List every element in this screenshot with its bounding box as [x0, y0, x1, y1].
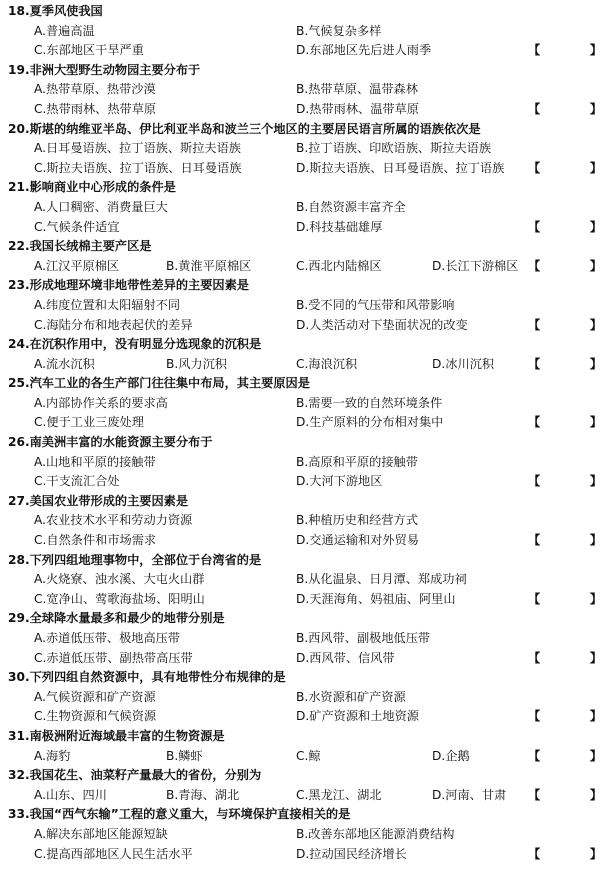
answer-bracket-right: 】	[589, 709, 602, 724]
question-stem: 19.非洲大型野生动物园主要分布于	[8, 62, 201, 77]
option-a: A.江汉平原棉区	[34, 258, 120, 273]
option-d: D.天涯海角、妈祖庙、阿里山	[296, 591, 456, 606]
answer-bracket-right: 】	[589, 415, 602, 430]
options-row	[6, 100, 608, 120]
option-d: D.斯拉夫语族、日耳曼语族、拉丁语族	[296, 160, 505, 175]
question-block	[6, 609, 608, 668]
option-b: B.改善东部地区能源消费结构	[296, 826, 455, 841]
option-b: B.从化温泉、日月潭、郑成功祠	[296, 572, 467, 587]
option-c: C.鲸	[296, 748, 321, 763]
answer-bracket-left: 【	[528, 317, 541, 332]
answer-bracket-left: 【	[528, 650, 541, 665]
option-d: D.长江下游棉区	[432, 258, 519, 273]
option-a: A.流水沉积	[34, 356, 95, 371]
option-d: D.企鹅	[432, 748, 470, 763]
options-row	[6, 296, 608, 316]
option-a: A.内部协作关系的要求高	[34, 395, 168, 410]
question-stem: 29.全球降水量最多和最少的地带分别是	[8, 611, 225, 626]
question-block	[6, 668, 608, 727]
answer-bracket-right: 】	[589, 43, 602, 58]
option-c: C.东部地区干旱严重	[34, 43, 144, 58]
options-row	[6, 825, 608, 845]
question-stem: 21.影响商业中心形成的条件是	[8, 180, 176, 195]
option-d: D.西风带、信风带	[296, 650, 395, 665]
question-block	[6, 120, 608, 179]
option-d: D.东部地区先后进人雨季	[296, 43, 432, 58]
option-d: D.大河下游地区	[296, 474, 383, 489]
option-b: B.鳞虾	[166, 748, 203, 763]
answer-bracket-right: 】	[589, 650, 602, 665]
question-block	[6, 178, 608, 237]
option-b: B.高原和平原的接触带	[296, 454, 418, 469]
option-c: C.黑龙江、湖北	[296, 787, 382, 802]
question-stem: 30.下列四组自然资源中，具有地带性分布规律的是	[8, 670, 286, 685]
answer-bracket-right: 】	[589, 356, 602, 371]
options-row	[6, 139, 608, 159]
option-b: B.黄淮平原棉区	[166, 258, 252, 273]
question-stem: 25.汽车工业的各生产部门往往集中布局，其主要原因是	[8, 376, 310, 391]
option-a: A.人口稠密、消费量巨大	[34, 199, 168, 214]
answer-bracket-right: 】	[589, 787, 602, 802]
option-c: C.海陆分布和地表起伏的差异	[34, 317, 193, 332]
option-d: D.矿产资源和土地资源	[296, 709, 419, 724]
options-row	[6, 159, 608, 179]
option-a: A.日耳曼语族、拉丁语族、斯拉夫语族	[34, 141, 241, 156]
answer-bracket-right: 】	[589, 317, 602, 332]
option-c: C.自然条件和市场需求	[34, 533, 157, 548]
option-b: B.热带草原、温带森林	[296, 82, 418, 97]
options-row	[6, 22, 608, 42]
answer-bracket-left: 【	[528, 160, 541, 175]
question-stem: 28.下列四组地理事物中，全部位于台湾省的是	[8, 552, 262, 567]
option-d: D.拉动国民经济增长	[296, 846, 407, 861]
option-c: C.干支流汇合处	[34, 474, 120, 489]
question-block	[6, 433, 608, 492]
option-c: C.西北内陆棉区	[296, 258, 382, 273]
options-row	[6, 570, 608, 590]
options-row	[6, 41, 608, 61]
answer-bracket-right: 】	[589, 258, 602, 273]
options-row	[6, 786, 608, 806]
answer-bracket-right: 】	[589, 160, 602, 175]
option-a: A.气候资源和矿产资源	[34, 689, 156, 704]
answer-bracket-right: 】	[589, 101, 602, 116]
question-stem: 32.我国花生、油菜籽产量最大的省份，分别为	[8, 768, 262, 783]
question-block	[6, 237, 608, 276]
options-row	[6, 747, 608, 767]
question-block	[6, 374, 608, 433]
option-b: B.受不同的气压带和风带影响	[296, 297, 455, 312]
option-c: C.生物资源和气候资源	[34, 709, 157, 724]
option-a: A.普遍高温	[34, 23, 95, 38]
question-block	[6, 2, 608, 61]
option-c: C.热带雨林、热带草原	[34, 101, 157, 116]
option-a: A.海豹	[34, 748, 71, 763]
option-b: B.拉丁语族、印欧语族、斯拉夫语族	[296, 141, 492, 156]
option-a: A.热带草原、热带沙漠	[34, 82, 156, 97]
answer-bracket-left: 【	[528, 533, 541, 548]
option-d: D.生产原料的分布相对集中	[296, 415, 444, 430]
answer-bracket-left: 【	[528, 846, 541, 861]
option-d: D.热带雨林、温带草原	[296, 101, 419, 116]
answer-bracket-left: 【	[528, 591, 541, 606]
question-stem: 23.形成地理环境非地带性差异的主要因素是	[8, 278, 249, 293]
question-stem: 20.斯堪的纳维亚半岛、伊比利亚半岛和波兰三个地区的主要居民语言所属的语族依次是	[8, 121, 481, 136]
answer-bracket-left: 【	[528, 258, 541, 273]
option-a: A.山东、四川	[34, 787, 107, 802]
question-stem: 26.南美洲丰富的水能资源主要分布于	[8, 435, 213, 450]
options-row	[6, 257, 608, 277]
option-b: B.青海、湖北	[166, 787, 240, 802]
question-block	[6, 551, 608, 610]
options-row	[6, 316, 608, 336]
question-stem: 33.我国“西气东输”工程的意义重大，与环境保护直接相关的是	[8, 807, 351, 822]
option-b: B.种植历史和经营方式	[296, 513, 418, 528]
answer-bracket-left: 【	[528, 356, 541, 371]
answer-bracket-right: 】	[589, 846, 602, 861]
question-stem: 18.夏季风使我国	[8, 4, 103, 18]
option-c: C.赤道低压带、副热带高压带	[34, 650, 193, 665]
option-b: B.自然资源丰富齐全	[296, 199, 406, 214]
option-d: D.河南、甘肃	[432, 787, 507, 802]
option-a: A.农业技术水平和劳动力资源	[34, 513, 193, 528]
option-c: C.便于工业三废处理	[34, 415, 144, 430]
options-row	[6, 511, 608, 531]
options-row	[6, 688, 608, 708]
options-row	[6, 590, 608, 610]
question-stem: 24.在沉积作用中，没有明显分选现象的沉积是	[8, 337, 262, 352]
options-row	[6, 394, 608, 414]
option-a: A.火烧寮、浊水溪、大屯火山群	[34, 572, 205, 587]
question-block	[6, 61, 608, 120]
options-row	[6, 80, 608, 100]
options-row	[6, 355, 608, 375]
answer-bracket-left: 【	[528, 101, 541, 116]
option-c: C.宽净山、莺歌海盐场、阳明山	[34, 591, 205, 606]
answer-bracket-right: 】	[589, 533, 602, 548]
question-block	[6, 492, 608, 551]
question-block	[6, 805, 608, 864]
answer-bracket-right: 】	[589, 748, 602, 763]
question-block	[6, 727, 608, 766]
option-d: D.冰川沉积	[432, 356, 495, 371]
option-d: D.交通运输和对外贸易	[296, 533, 419, 548]
options-row	[6, 531, 608, 551]
options-row	[6, 649, 608, 669]
option-d: D.科技基础雄厚	[296, 219, 383, 234]
answer-bracket-right: 】	[589, 474, 602, 489]
answer-bracket-left: 【	[528, 219, 541, 234]
question-block	[6, 766, 608, 805]
question-stem: 31.南极洲附近海域最丰富的生物资源是	[8, 728, 225, 743]
options-row	[6, 198, 608, 218]
answer-bracket-left: 【	[528, 43, 541, 58]
option-b: B.水资源和矿产资源	[296, 689, 406, 704]
options-row	[6, 707, 608, 727]
options-row	[6, 453, 608, 473]
answer-bracket-left: 【	[528, 474, 541, 489]
answer-bracket-left: 【	[528, 709, 541, 724]
answer-bracket-left: 【	[528, 415, 541, 430]
option-c: C.气候条件适宜	[34, 219, 120, 234]
option-c: C.提高西部地区人民生活水平	[34, 846, 193, 861]
options-row	[6, 629, 608, 649]
options-row	[6, 413, 608, 433]
question-stem: 27.美国农业带形成的主要因素是	[8, 493, 189, 508]
option-c: C.斯拉夫语族、拉丁语族、日耳曼语族	[34, 160, 242, 175]
question-stem: 22.我国长绒棉主要产区是	[8, 239, 152, 254]
option-b: B.风力沉积	[166, 356, 227, 371]
answer-bracket-left: 【	[528, 787, 541, 802]
question-block	[6, 276, 608, 335]
answer-bracket-left: 【	[528, 748, 541, 763]
options-row	[6, 472, 608, 492]
option-a: A.解决东部地区能源短缺	[34, 826, 168, 841]
option-d: D.人类活动对下垫面状况的改变	[296, 317, 468, 332]
option-a: A.山地和平原的接触带	[34, 454, 156, 469]
option-a: A.纬度位置和太阳辐射不同	[34, 297, 181, 312]
options-row	[6, 845, 608, 865]
option-a: A.赤道低压带、极地高压带	[34, 631, 181, 645]
option-b: B.西风带、副极地低压带	[296, 631, 431, 645]
options-row	[6, 218, 608, 238]
option-b: B.气候复杂多样	[296, 23, 382, 38]
option-b: B.需要一致的自然环境条件	[296, 395, 443, 410]
answer-bracket-right: 】	[589, 591, 602, 606]
answer-bracket-right: 】	[589, 219, 602, 234]
option-c: C.海浪沉积	[296, 356, 358, 371]
question-block	[6, 335, 608, 374]
